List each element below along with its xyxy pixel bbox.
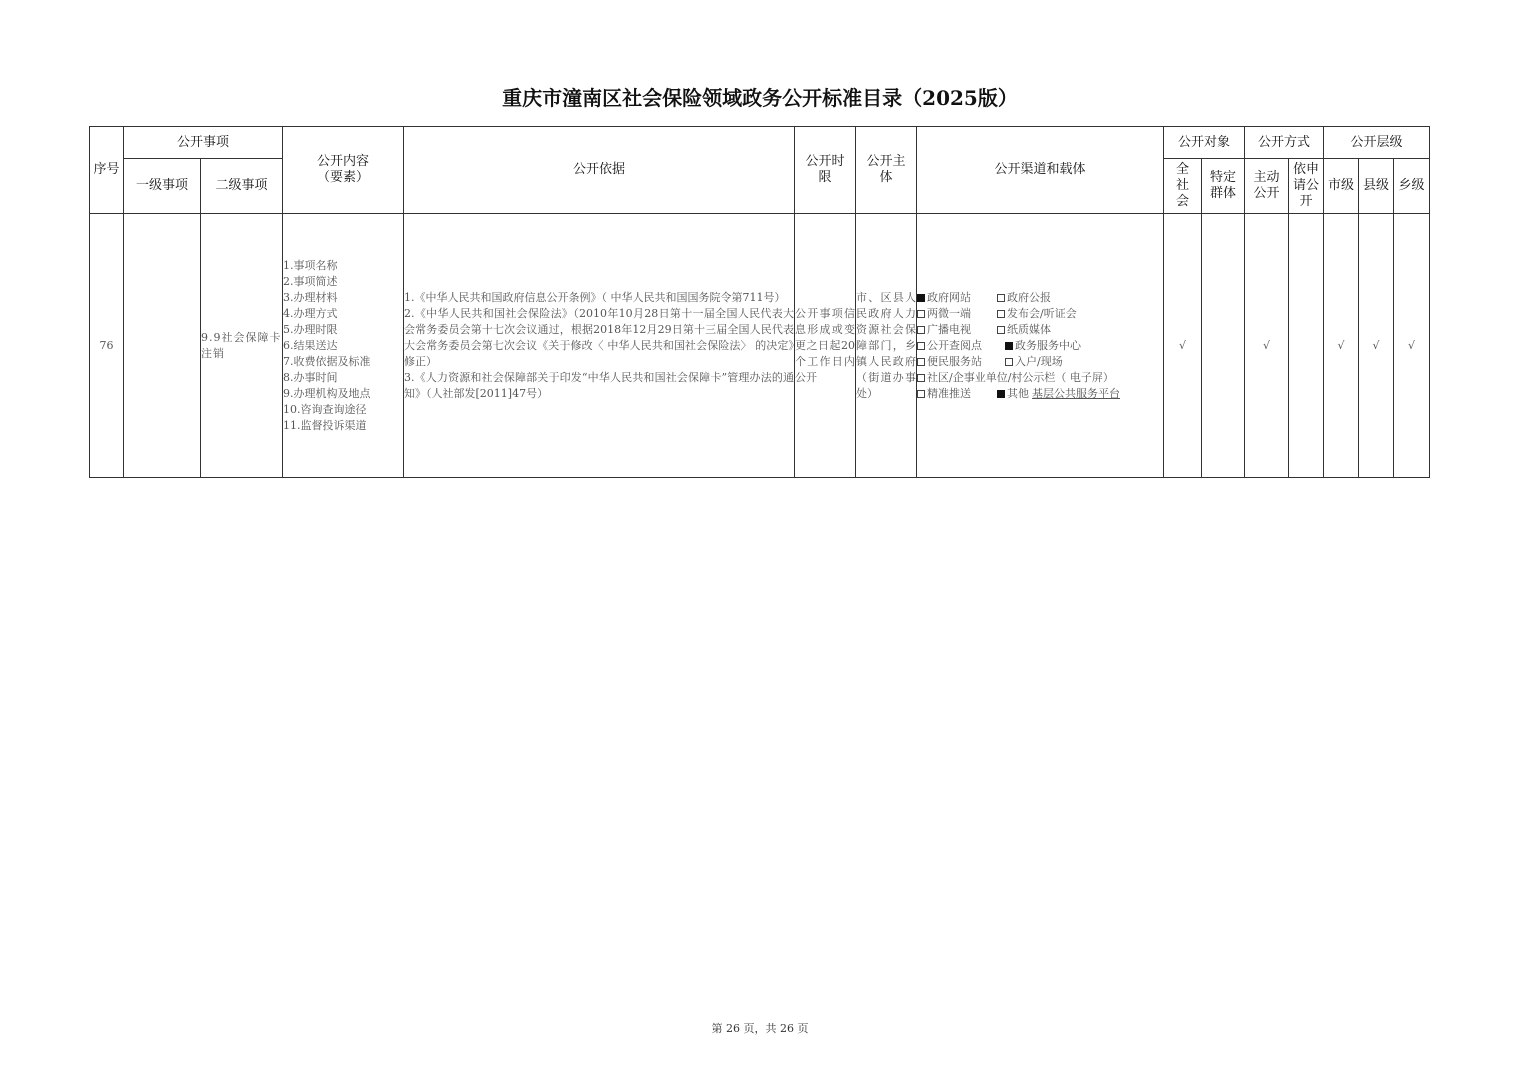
header-target-specific: 特定群体 [1202, 159, 1245, 214]
channel-gov-site: 政府网站 [917, 290, 997, 306]
header-level: 公开层级 [1324, 127, 1430, 159]
header-target: 公开对象 [1164, 127, 1245, 159]
channel-two-micro: 两微一端 [917, 306, 997, 322]
checked-box-icon [917, 294, 925, 302]
row-level-town: √ [1394, 214, 1430, 478]
unchecked-box-icon [997, 310, 1005, 318]
header-channel: 公开渠道和载体 [917, 127, 1164, 214]
basis-item: 3.《人力资源和社会保障部关于印发“中华人民共和国社会保障卡”管理办法的通知》（人社部发[2011]47号） [404, 370, 795, 400]
header-content: 公开内容 （要素） [283, 127, 404, 214]
row-time-limit: 公开事项信息形成或变更之日起20个工作日内公开 [795, 214, 856, 478]
row-level2: 9.9社会保障卡注销 [201, 214, 283, 478]
row-target-specific [1202, 214, 1245, 478]
row-basis [404, 214, 795, 478]
header-method-apply: 依申请公开 [1289, 159, 1324, 214]
row-channels [917, 214, 1164, 478]
header-level1: 一级事项 [124, 159, 201, 214]
unchecked-box-icon [917, 358, 925, 366]
row-content [283, 214, 404, 478]
row-level-county: √ [1359, 214, 1394, 478]
unchecked-box-icon [917, 342, 925, 350]
content-item: 10.咨询查询途径 [283, 402, 367, 416]
content-item: 5.办理时限 [283, 322, 338, 336]
row-seq: 76 [90, 214, 124, 478]
content-item: 1.事项名称 [283, 258, 338, 272]
header-items: 公开事项 [124, 127, 283, 159]
channel-paper-media: 纸质媒体 [997, 322, 1051, 338]
catalog-table [89, 126, 1430, 478]
checked-box-icon [997, 390, 1005, 398]
header-method: 公开方式 [1245, 127, 1324, 159]
row-method-active: √ [1245, 214, 1289, 478]
channel-gov-gazette: 政府公报 [997, 290, 1051, 306]
channel-community-board: 社区/企事业单位/村公示栏（ 电子屏） [917, 370, 1114, 386]
unchecked-box-icon [917, 326, 925, 334]
unchecked-box-icon [917, 310, 925, 318]
unchecked-box-icon [917, 390, 925, 398]
channel-other: 其他 基层公共服务平台 [997, 386, 1120, 402]
channel-convenience-station: 便民服务站 [917, 354, 1005, 370]
channel-precise-push: 精准推送 [917, 386, 997, 402]
channel-reading-point: 公开查阅点 [917, 338, 1005, 354]
basis-item: 2.《中华人民共和国社会保险法》（2010年10月28日第十一届全国人民代表大会常务委员会第十七次会议通过，根据2018年12月29日第十三届全国人民代表大会常务委员会第七次会议《关于修改〈 中华人民共和国社会保险法〉 的决定》修正） [404, 306, 795, 368]
header-level-town: 乡级 [1394, 159, 1430, 214]
row-target-all: √ [1164, 214, 1202, 478]
channel-door-to-door: 入户/现场 [1005, 354, 1063, 370]
header-level2: 二级事项 [201, 159, 283, 214]
header-level-county: 县级 [1359, 159, 1394, 214]
content-item: 7.收费依据及标准 [283, 354, 371, 368]
basis-item: 1.《中华人民共和国政府信息公开条例》（ 中华人民共和国国务院令第711号） [404, 290, 786, 304]
unchecked-box-icon [917, 374, 925, 382]
header-time-limit: 公开时限 [795, 127, 856, 214]
page-title: 重庆市潼南区社会保险领域政务公开标准目录（2025版） [502, 86, 1018, 110]
content-item: 6.结果送达 [283, 338, 338, 352]
header-seq: 序号 [90, 127, 124, 214]
content-item: 8.办事时间 [283, 370, 338, 384]
header-basis: 公开依据 [404, 127, 795, 214]
row-subject: 市、区县人民政府人力资源社会保障部门，乡镇人民政府（街道办事处） [856, 214, 917, 478]
header-level-city: 市级 [1324, 159, 1359, 214]
unchecked-box-icon [997, 294, 1005, 302]
channel-radio-tv: 广播电视 [917, 322, 997, 338]
content-item: 4.办理方式 [283, 306, 338, 320]
header-method-active: 主动公开 [1245, 159, 1289, 214]
content-item: 11.监督投诉渠道 [283, 418, 367, 432]
content-item: 2.事项简述 [283, 274, 338, 288]
content-item: 3.办理材料 [283, 290, 338, 304]
channel-service-center: 政务服务中心 [1005, 338, 1081, 354]
row-level1 [124, 214, 201, 478]
row-method-apply [1289, 214, 1324, 478]
header-target-all: 全社会 [1164, 159, 1202, 214]
unchecked-box-icon [1005, 358, 1013, 366]
unchecked-box-icon [997, 326, 1005, 334]
header-subject: 公开主体 [856, 127, 917, 214]
row-level-city: √ [1324, 214, 1359, 478]
table-row [90, 214, 1430, 478]
channel-press: 发布会/听证会 [997, 306, 1077, 322]
content-item: 9.办理机构及地点 [283, 386, 371, 400]
checked-box-icon [1005, 342, 1013, 350]
page-footer: 第 26 页，共 26 页 [711, 1022, 809, 1035]
